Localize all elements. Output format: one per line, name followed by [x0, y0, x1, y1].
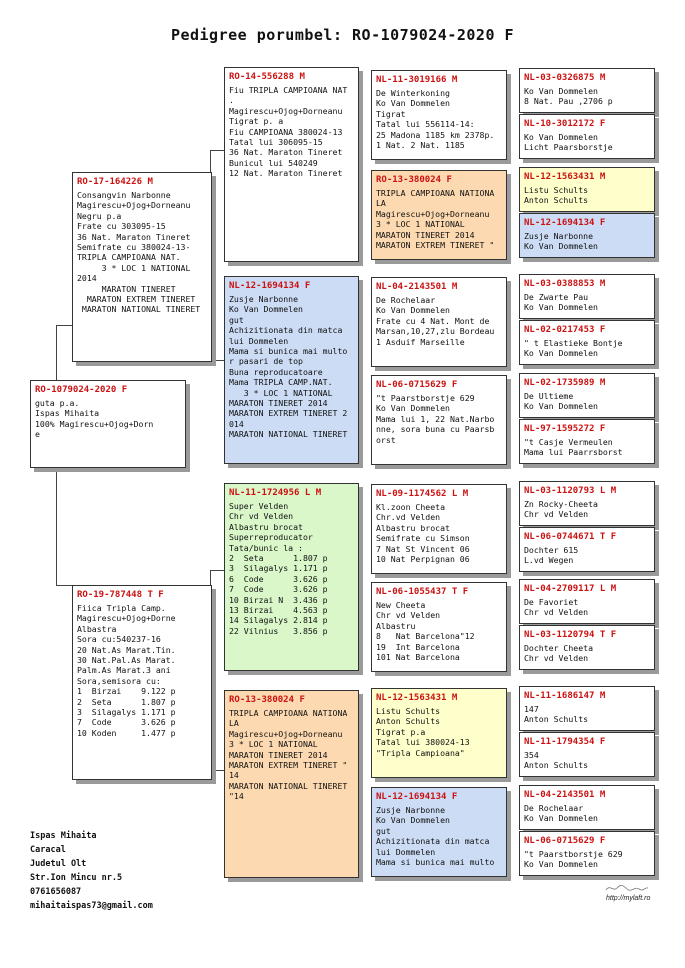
card-details: guta p.a. Ispas Mihaita 100% Magirescu+Ojog+Dorn e — [35, 398, 154, 440]
card-details: New Cheeta Chr vd Velden Albastru 8 Nat Barcelona"12 19 Int Barcelona 101 Nat Barcelona — [376, 600, 475, 663]
ring-number: NL-10-3012172 F — [524, 119, 606, 129]
owner-name: Ispas Mihaita — [30, 831, 97, 841]
card-details: "t Paarstborstje 629 Ko Van Dommelen Mama lui 1, 22 Nat.Narbo nne, sora buna cu Paarsb orst — [376, 393, 495, 445]
card-details: "t Paarstborstje 629 Ko Van Dommelen — [524, 849, 623, 870]
website-footer: http://mylaft.ro — [606, 895, 651, 902]
ring-number: NL-02-1735989 M — [524, 378, 606, 388]
ring-number: NL-11-3019166 M — [376, 75, 458, 85]
owner-county: Judetul Olt — [30, 859, 87, 869]
pedigree-card-ancestor — [519, 625, 655, 670]
ring-number: RO-19-787448 T F — [77, 590, 164, 600]
connector-line — [56, 325, 57, 382]
pedigree-card-dam — [72, 585, 212, 780]
card-details: De Winterkoning Ko Van Dommelen Tigrat Tatal lui 556114-14: 25 Madona 1185 km 2378p. 1 Nat. 2 Nat. 1185 — [376, 88, 495, 151]
ring-number: NL-09-1174562 L M — [376, 489, 469, 499]
signature-icon — [605, 883, 649, 893]
pedigree-card-great-grandparent — [371, 582, 507, 672]
connector-line — [510, 598, 511, 643]
ring-number: NL-97-1595272 F — [524, 424, 606, 434]
card-details: 147 Anton Schults — [524, 704, 589, 725]
owner-email: mihaitaispas73@gmail.com — [30, 901, 153, 911]
connector-line — [362, 320, 363, 415]
card-details: TRIPLA CAMPIOANA NATIONA LA Magirescu+Ojog+Dorneanu 3 * LOC 1 NATIONAL MARATON TINERET 2014 MARATON EXTREM TINERET " — [376, 188, 495, 251]
card-details: De Rochelaar Ko Van Dommelen — [524, 803, 598, 824]
connector-line — [210, 150, 225, 151]
card-details: Ko Van Dommelen Licht Paarsborstje — [524, 132, 613, 153]
ring-number: NL-04-2143501 M — [524, 790, 606, 800]
ring-number: NL-11-1794354 F — [524, 737, 606, 747]
card-details: Super Velden Chr vd Velden Albastru brocat Superreproducator Tata/bunic la : 2 Seta 1.807 p 3 Silagalys 1.171 p 6 Code 3.626 p 7 Code 3.626 p 10 Birzai N 3.436 p 13 Birzai 4.563 p 14 Silagalys 2.814 p 22 Vilnius 3.856 p — [229, 501, 328, 636]
card-details: Ko Van Dommelen 8 Nat. Pau ,2706 p — [524, 86, 613, 107]
card-details: Listu Schults Anton Schults Tigrat p.a Tatal lui 380024-13 "Tripla Campioana" — [376, 706, 470, 758]
ring-number: NL-06-0715629 F — [376, 380, 458, 390]
card-details: 354 Anton Schults — [524, 750, 589, 771]
ring-number: RO-1079024-2020 F — [35, 385, 128, 395]
ring-number: RO-17-164226 M — [77, 177, 153, 187]
ring-number: NL-06-1055437 T F — [376, 587, 469, 597]
ring-number: RO-13-380024 F — [376, 175, 452, 185]
connector-line — [510, 800, 511, 845]
pedigree-card-great-grandparent — [371, 787, 507, 877]
connector-line — [210, 770, 225, 771]
card-details: Listu Schults Anton Schults — [524, 185, 589, 206]
card-details: Dochter Cheeta Chr vd Velden — [524, 643, 594, 664]
card-details: De Zwarte Pau Ko Van Dommelen — [524, 292, 598, 313]
pedigree-card-sire — [72, 172, 212, 362]
pedigree-card-great-grandparent — [371, 70, 507, 160]
ring-number: NL-03-1120793 L M — [524, 486, 617, 496]
pedigree-card-ancestor — [519, 732, 655, 777]
card-details: Zusje Narbonne Ko Van Dommelen — [524, 231, 598, 252]
ring-number: NL-12-1563431 M — [376, 693, 458, 703]
pedigree-card-granddam-paternal — [224, 276, 359, 464]
ring-number: NL-02-0217453 F — [524, 325, 606, 335]
ring-number: NL-06-0744671 T F — [524, 532, 617, 542]
pedigree-card-ancestor — [519, 419, 655, 464]
pedigree-card-ancestor — [519, 579, 655, 624]
card-details: Zn Rocky-Cheeta Chr vd Velden — [524, 499, 598, 520]
pedigree-card-ancestor — [519, 167, 655, 212]
pedigree-card-granddam-maternal — [224, 690, 359, 878]
pedigree-card-great-grandparent — [371, 688, 507, 778]
card-details: Consangvin Narbonne Magirescu+Ojog+Dorneanu Negru p.a Frate cu 303095-15 36 Nat. Maraton Tineret Semifrate cu 380024-13- TRIPLA CAMPIOANA NAT. 3 * LOC 1 NATIONAL 2014 MARATON TINERET MARATON EXTREM TINERET MARATON NATIONAL TINERET — [77, 190, 201, 315]
card-details: Fiica Tripla Camp. Magirescu+Ojog+Dorne Albastra Sora cu:540237-16 20 Nat.As Marat.Tin. 30 Nat.Pal.As Marat. Palm.As Marat.3 ani Sora,semisora cu: 1 Birzai 9.122 p 2 Seta 1.807 p 3 Silagalys 1.171 p 7 Code 3.626 p 10 Koden 1.477 p — [77, 603, 176, 738]
pedigree-card-ancestor — [519, 785, 655, 830]
card-details: TRIPLA CAMPIOANA NATIONA LA Magirescu+Ojog+Dorneanu 3 * LOC 1 NATIONAL MARATON TINERET 2014 MARATON EXTREM TINERET " 14 MARATON NATIONAL TINERET "14 — [229, 708, 348, 802]
connector-line — [510, 500, 511, 545]
ring-number: NL-04-2143501 M — [376, 282, 458, 292]
ring-number: NL-03-1120794 T F — [524, 630, 617, 640]
pedigree-card-ancestor — [519, 831, 655, 876]
ring-number: NL-12-1694134 F — [229, 281, 311, 291]
ring-number: NL-06-0715629 F — [524, 836, 606, 846]
page-title: Pedigree porumbel: RO-1079024-2020 F — [170, 26, 515, 44]
connector-line — [210, 570, 225, 571]
pedigree-card-ancestor — [519, 686, 655, 731]
connector-line — [210, 360, 225, 361]
connector-line — [510, 700, 511, 745]
card-details: Kl.zoon Cheeta Chr.vd Velden Albastru brocat Semifrate cu Simson 7 Nat St Vincent 06 10 Nat Perpignan 06 — [376, 502, 470, 565]
card-details: De Rochelaar Ko Van Dommelen Frate cu 4 Nat. Mont de Marsan,10,27,zlu Bordeau 1 Asduif Marseille — [376, 295, 495, 347]
ring-number: NL-04-2709117 L M — [524, 584, 617, 594]
pedigree-card-ancestor — [519, 68, 655, 113]
pedigree-card-ancestor — [519, 527, 655, 572]
pedigree-card-great-grandparent — [371, 375, 507, 465]
pedigree-card-ancestor — [519, 213, 655, 258]
pedigree-card-great-grandparent — [371, 170, 507, 260]
card-details: De Ultieme Ko Van Dommelen — [524, 391, 598, 412]
connector-line — [510, 295, 511, 340]
connector-line — [362, 720, 363, 825]
ring-number: NL-03-0388853 M — [524, 279, 606, 289]
pedigree-card-great-grandparent — [371, 277, 507, 367]
connector-line — [510, 190, 511, 235]
connector-line — [510, 395, 511, 440]
owner-phone: 0761656087 — [30, 887, 82, 897]
connector-line — [510, 90, 511, 135]
pedigree-card-grandsire-paternal — [224, 67, 359, 262]
card-details: De Favoriet Chr vd Velden — [524, 597, 589, 618]
card-details: " t Elastieke Bontje Ko Van Dommelen — [524, 338, 623, 359]
ring-number: NL-11-1686147 M — [524, 691, 606, 701]
ring-number: NL-03-0326875 M — [524, 73, 606, 83]
ring-number: NL-12-1694134 F — [376, 792, 458, 802]
pedigree-card-ancestor — [519, 320, 655, 365]
connector-line — [56, 465, 57, 585]
card-details: Zusje Narbonne Ko Van Dommelen gut Achizitionata din matca lui Dommelen Mama si bunica mai multo — [376, 805, 495, 868]
pedigree-card-ancestor — [519, 274, 655, 319]
card-details: "t Casje Vermeulen Mama lui Paarrsborst — [524, 437, 623, 458]
pedigree-card-ancestor — [519, 114, 655, 159]
owner-city: Caracal — [30, 845, 66, 855]
ring-number: NL-12-1694134 F — [524, 218, 606, 228]
ring-number: RO-13-380024 F — [229, 695, 305, 705]
owner-street: Str.Ion Mincu nr.5 — [30, 873, 123, 883]
card-details: Dochter 615 L.vd Wegen — [524, 545, 579, 566]
ring-number: RO-14-556288 M — [229, 72, 305, 82]
card-details: Fiu TRIPLA CAMPIOANA NAT . Magirescu+Ojog+Dorneanu Tigrat p. a Fiu CAMPIOANA 380024-13 Tatal lui 306095-15 36 Nat. Maraton Tineret Bunicul lui 540249 12 Nat. Maraton Tineret — [229, 85, 348, 179]
card-details: Zusje Narbonne Ko Van Dommelen gut Achizitionata din matca lui Dommelen Mama si bunica mai multo r pasari de top Buna reproducatoare Mama TRIPLA CAMP.NAT. 3 * LOC 1 NATIONAL MARATON TINERET 2014 MARATON EXTREM TINERET 2 014 MARATON NATIONAL TINERET — [229, 294, 348, 440]
pedigree-card-ancestor — [519, 373, 655, 418]
pedigree-card-great-grandparent — [371, 484, 507, 574]
pedigree-card-grandsire-maternal — [224, 483, 359, 671]
pedigree-card-subject — [30, 380, 186, 468]
ring-number: NL-11-1724956 L M — [229, 488, 322, 498]
connector-line — [362, 110, 363, 215]
owner-contact-block — [30, 829, 153, 913]
signature-mark — [605, 883, 649, 895]
ring-number: NL-12-1563431 M — [524, 172, 606, 182]
connector-line — [362, 520, 363, 620]
pedigree-card-ancestor — [519, 481, 655, 526]
